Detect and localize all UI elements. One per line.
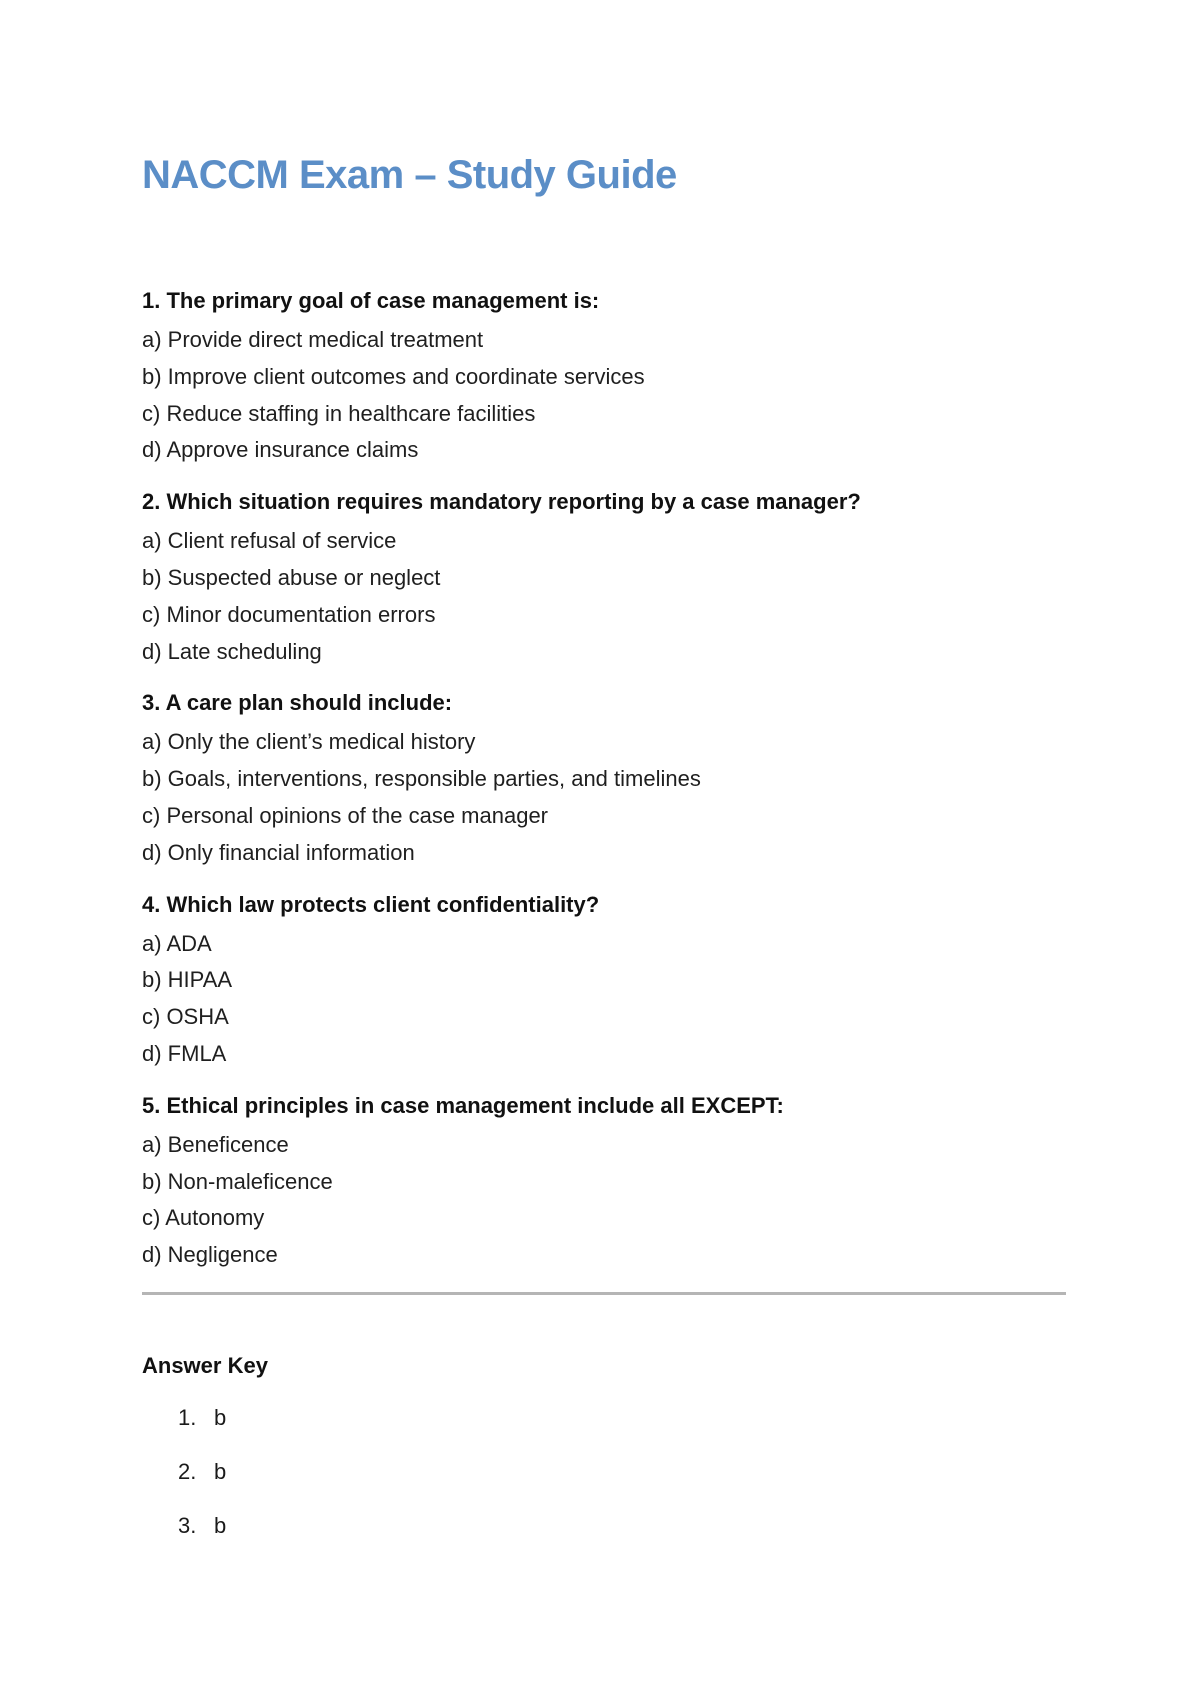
answer-item	[178, 1403, 1066, 1433]
option-a: a) Client refusal of service	[142, 528, 397, 554]
option-b: b) Non-maleficence	[142, 1168, 333, 1194]
option-d: d) Approve insurance claims	[142, 437, 419, 463]
answer-number: 3.	[178, 1512, 197, 1538]
option-a: a) ADA	[142, 930, 212, 956]
answer-item	[178, 1511, 1066, 1541]
answer-item	[178, 1457, 1066, 1487]
option-d: d) Negligence	[142, 1242, 278, 1268]
question-text: 5. Ethical principles in case management include all EXCEPT:	[142, 1092, 784, 1118]
option-b: b) Suspected abuse or neglect	[142, 564, 441, 590]
answer-key-list	[142, 1403, 1066, 1541]
page-title: NACCM Exam – Study Guide	[142, 153, 677, 197]
option-a: a) Beneficence	[142, 1131, 289, 1157]
option-c: c) OSHA	[142, 1004, 229, 1030]
answer-number: 1.	[178, 1404, 197, 1430]
question-text: 3. A care plan should include:	[142, 690, 453, 716]
question-text: 4. Which law protects client confidentiality?	[142, 891, 600, 917]
question-4	[142, 890, 1066, 1073]
answer-value: b	[214, 1404, 227, 1430]
question-text: 2. Which situation requires mandatory reporting by a case manager?	[142, 489, 861, 515]
option-d: d) FMLA	[142, 1040, 227, 1066]
question-list	[142, 286, 1066, 1274]
answer-number: 2.	[178, 1458, 197, 1484]
option-a: a) Provide direct medical treatment	[142, 327, 484, 352]
section-divider	[142, 1292, 1066, 1295]
question-2	[142, 487, 1066, 670]
question-3	[142, 688, 1066, 871]
answer-key-title: Answer Key	[142, 1352, 268, 1378]
option-a: a) Only the client’s medical history	[142, 729, 476, 755]
option-d: d) Late scheduling	[142, 638, 322, 664]
option-b: b) Improve client outcomes and coordinate services	[142, 363, 645, 389]
option-c: c) Minor documentation errors	[142, 601, 436, 627]
option-b: b) Goals, interventions, responsible parties, and timelines	[142, 766, 701, 792]
option-c: c) Autonomy	[142, 1205, 265, 1231]
option-b: b) HIPAA	[142, 967, 233, 993]
question-text: 1. The primary goal of case management is:	[142, 288, 600, 313]
answer-value: b	[214, 1512, 227, 1538]
question-1	[142, 286, 1066, 469]
option-d: d) Only financial information	[142, 839, 415, 865]
answer-value: b	[214, 1458, 227, 1484]
document-page	[142, 150, 1066, 1565]
option-c: c) Reduce staffing in healthcare facilities	[142, 400, 536, 426]
option-c: c) Personal opinions of the case manager	[142, 802, 549, 828]
question-5	[142, 1091, 1066, 1274]
